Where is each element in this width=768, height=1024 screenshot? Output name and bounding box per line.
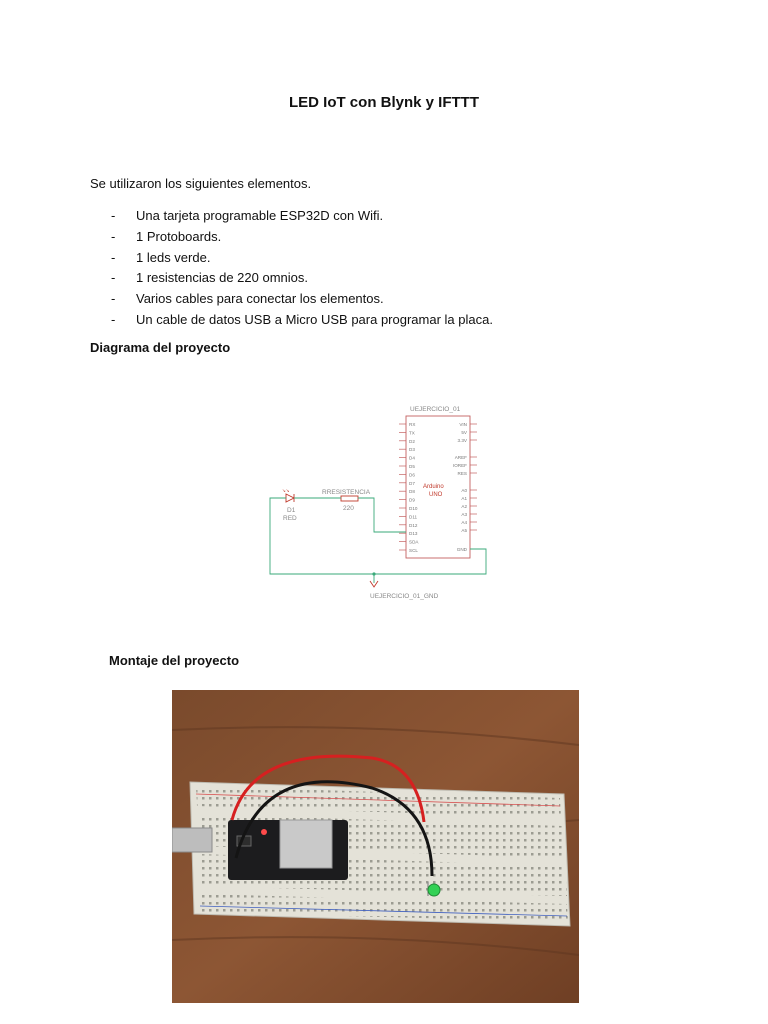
pin-label-d7: D7 (409, 480, 415, 486)
pin-label-d9: D9 (409, 497, 415, 503)
pin-label-d10: D10 (409, 506, 418, 511)
page-title: LED IoT con Blynk y IFTTT (288, 94, 479, 111)
pin-label-res: RES (457, 471, 467, 476)
list-item (111, 206, 493, 227)
led-ref-label: D1 (287, 507, 296, 514)
pin-label-d13: D13 (409, 531, 418, 537)
resistor-value-label: 220 (343, 505, 354, 512)
list-marker: - (111, 249, 116, 265)
usb-cable (172, 828, 212, 852)
pin-label-tx: TX (409, 430, 415, 436)
pin-label-d8: D8 (409, 489, 415, 495)
list-item-text: Un cable de datos USB a Micro USB para programar la placa. (136, 311, 493, 327)
pin-label-d3: D3 (409, 447, 415, 453)
pin-label-a5: A5 (461, 528, 467, 533)
led-light-arrows: ↘↘ (282, 488, 290, 493)
pin-label-d6: D6 (409, 472, 415, 478)
pin-label-gnd: GND (456, 547, 467, 552)
pin-label-scl: SCL (409, 548, 418, 553)
project-photo (172, 690, 579, 1003)
diagram-heading: Diagrama del proyecto (90, 340, 231, 355)
board-ref-label: UEJERCICIO_01 (410, 406, 461, 413)
list-item-text: Una tarjeta programable ESP32D con Wifi. (136, 208, 384, 223)
resistor-ref-label: RRESISTENCIA (322, 489, 371, 496)
list-item-text: 1 Protoboards. (136, 228, 222, 244)
list-item (111, 310, 493, 331)
list-marker: - (111, 291, 116, 307)
esp32-wifi-module (280, 820, 332, 868)
list-item (111, 289, 493, 310)
pin-label-a1: A1 (461, 496, 467, 501)
board-name-line1: Arduino (423, 484, 444, 490)
list-marker: - (111, 228, 116, 244)
list-item (111, 227, 493, 248)
intro-text: Se utilizaron los siguientes elementos. (90, 176, 312, 191)
components-list (111, 206, 493, 331)
list-item (111, 268, 493, 289)
pin-label-rx: RX (409, 422, 416, 427)
pin-label-sda: SDA (409, 539, 419, 545)
list-marker: - (111, 311, 116, 327)
pin-label-a3: A3 (461, 512, 467, 517)
list-marker: - (111, 208, 116, 223)
led-icon (286, 494, 294, 502)
pin-label-a0: A0 (461, 488, 467, 493)
gnd-label: UEJERCICIO_01_GND (370, 593, 439, 600)
pin-label-d2: D2 (409, 438, 415, 444)
circuit-schematic (266, 400, 496, 605)
wire-ground-loop (270, 498, 486, 574)
list-item-text: Varios cables para conectar los elementos. (136, 291, 384, 307)
pin-label-33v: 3.3V (457, 438, 467, 443)
led-color-label: RED (283, 515, 297, 522)
green-led (428, 884, 440, 896)
montage-heading: Montaje del proyecto (109, 653, 240, 668)
pin-label-5v: 5V (461, 430, 467, 435)
list-item (111, 248, 493, 269)
resistor-icon (341, 496, 358, 501)
pin-label-d4: D4 (409, 455, 415, 461)
wire-resistor-board (358, 498, 406, 532)
pin-label-vin: VIN (459, 422, 467, 427)
pin-label-d12: D12 (409, 522, 418, 528)
pin-label-d5: D5 (409, 464, 415, 469)
right-pin-group (453, 422, 477, 552)
pin-label-d11: D11 (409, 514, 418, 520)
list-item-text: 1 resistencias de 220 omnios. (136, 270, 308, 286)
pin-label-aref: AREF (454, 455, 467, 460)
board-name-line2: UNO (429, 492, 443, 498)
left-pin-group (399, 422, 419, 553)
pin-label-a4: A4 (461, 520, 467, 525)
list-marker: - (111, 270, 116, 286)
power-led-glow (261, 829, 267, 835)
list-item-text: 1 leds verde. (136, 249, 211, 265)
pin-label-a2: A2 (461, 504, 467, 509)
pin-label-ioref: IOREF (452, 463, 467, 468)
